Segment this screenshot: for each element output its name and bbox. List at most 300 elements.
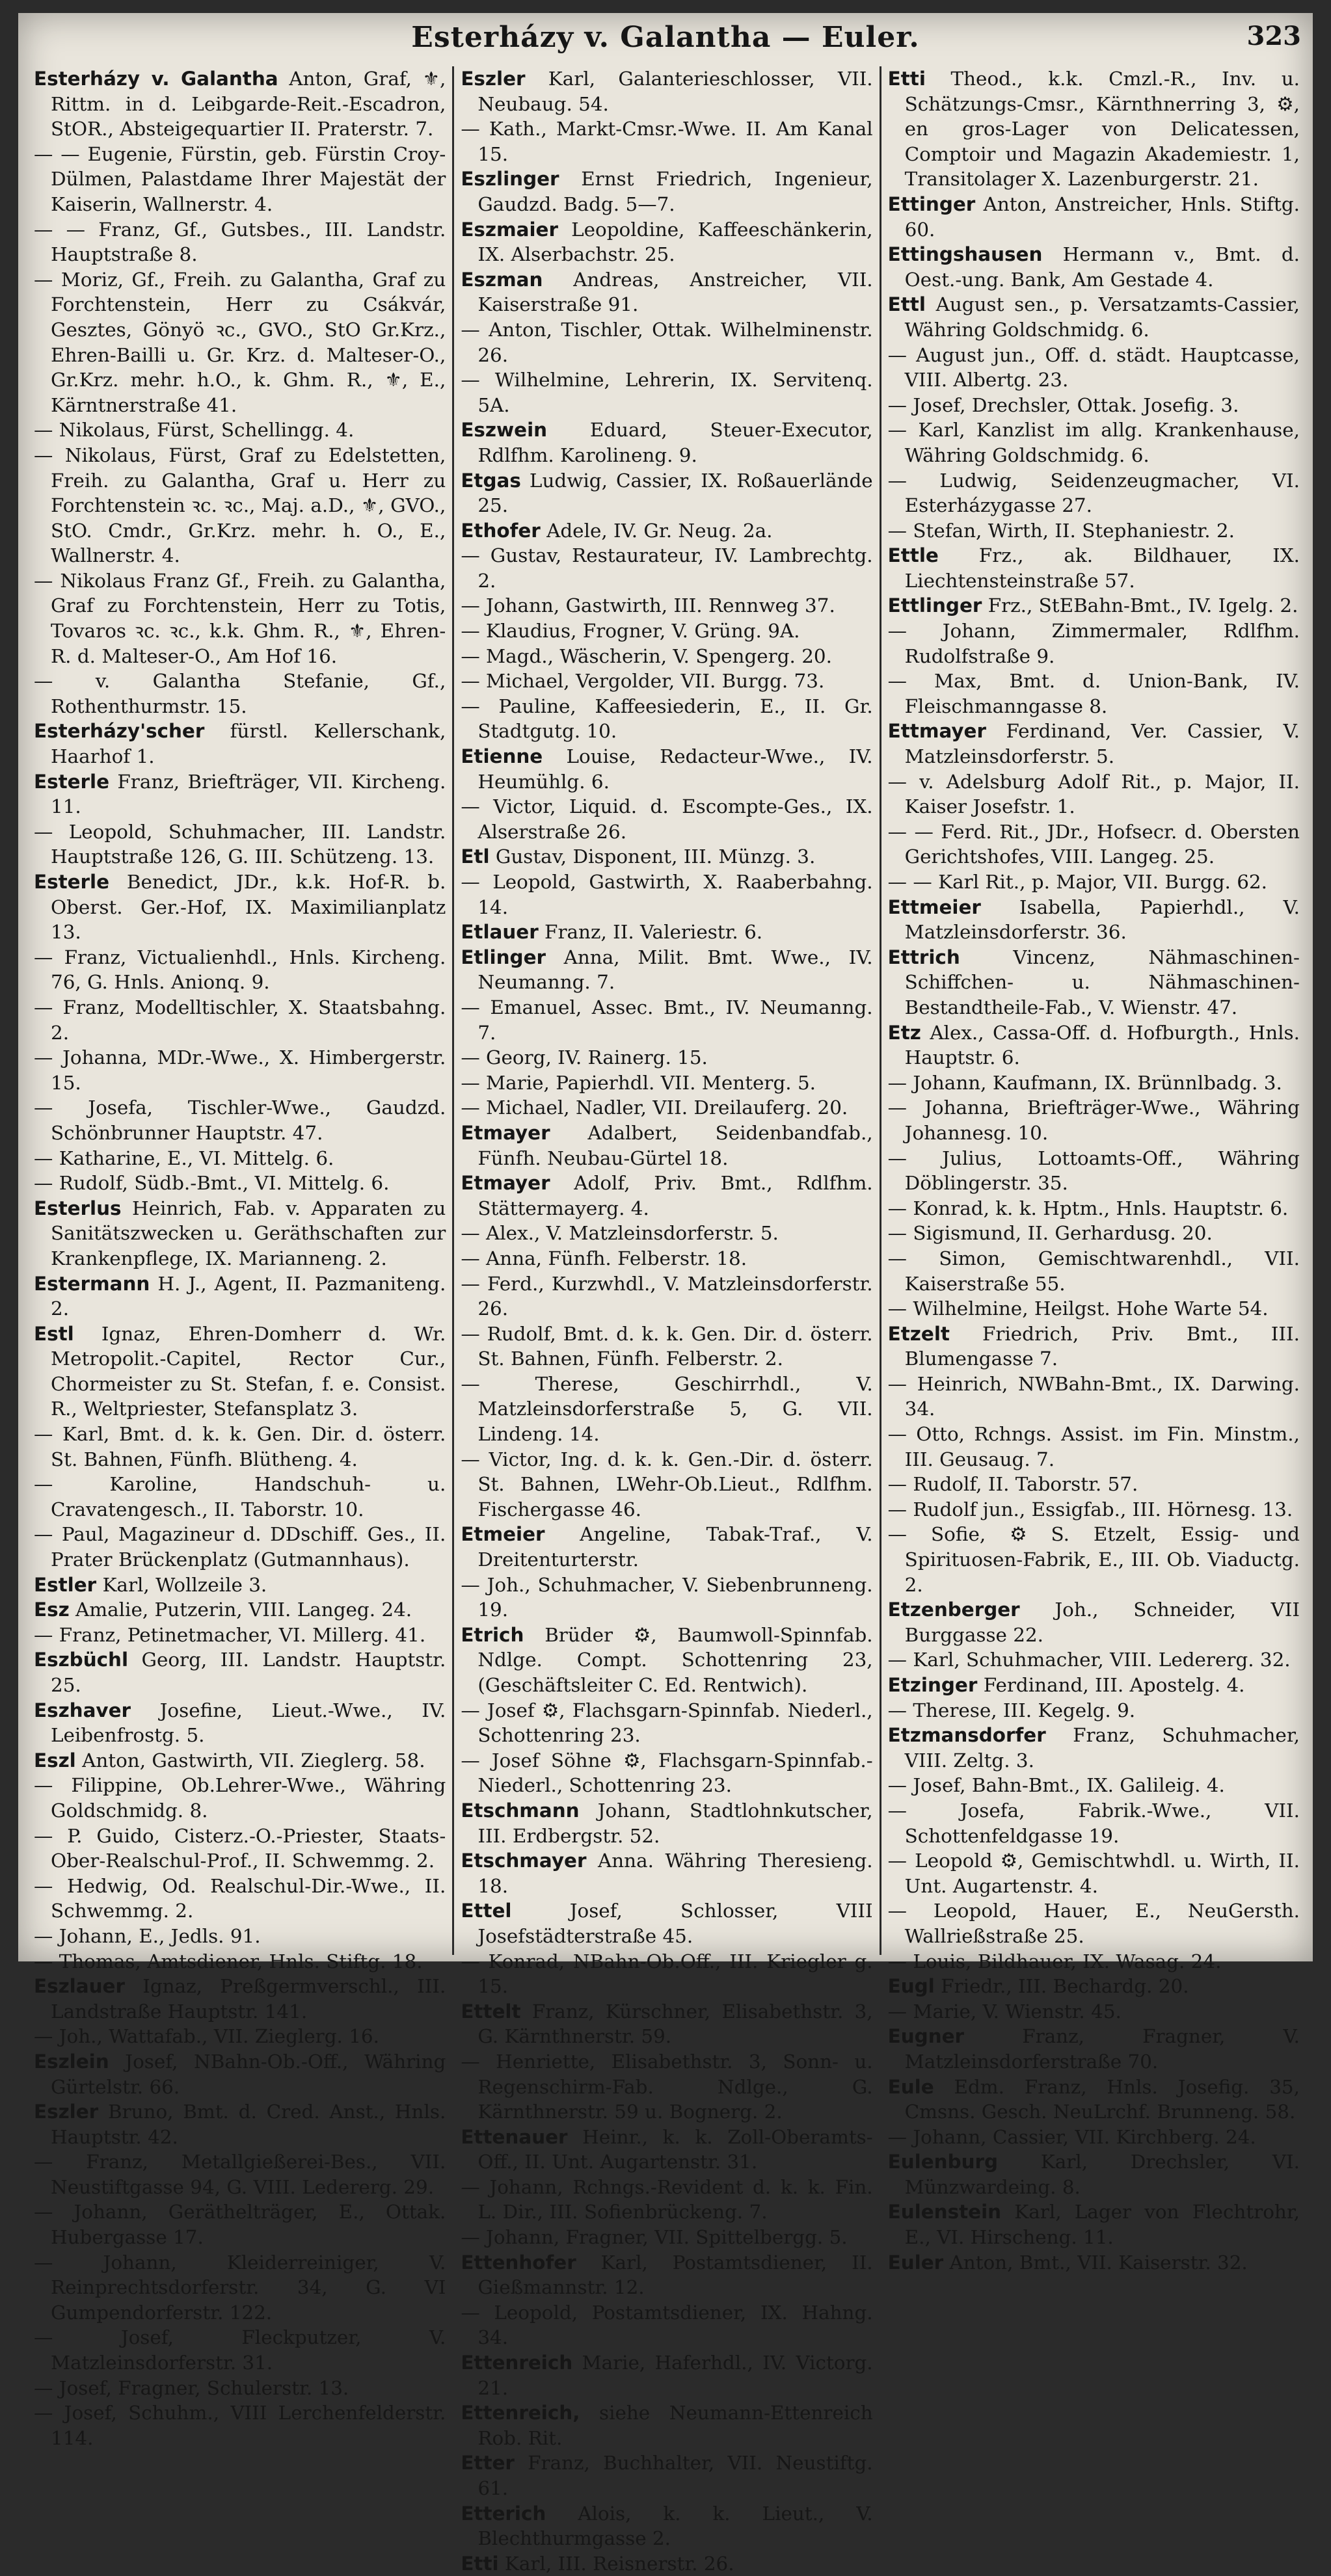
column-3: [880, 66, 1306, 2274]
entry-surname: Etienne: [461, 745, 543, 768]
directory-entry: [888, 2199, 1300, 2250]
entry-details: — Nikolaus, Fürst, Schellingg. 4.: [34, 419, 355, 442]
entry-details: — Sofie, ⚙ S. Etzelt, Essig- und Spirituosen-Fabrik, E., III. Ob. Viaductg. 2.: [887, 1523, 1300, 1596]
entry-surname: Etterich: [461, 2502, 546, 2525]
directory-entry: [461, 1623, 872, 1698]
entry-details: — Klaudius, Frogner, V. Grüng. 9A.: [461, 620, 800, 643]
entry-details: — Leopold, Hauer, E., NeuGersth. Wallrießstraße 25.: [887, 1900, 1300, 1947]
directory-entry: [461, 116, 872, 166]
entry-details: — Gustav, Restaurateur, IV. Lambrechtg. 2.: [461, 544, 873, 592]
entry-details: Leopoldine, Kaffeeschänkerin, IX. Alserbachstr. 25.: [477, 218, 873, 266]
directory-entry: [34, 1422, 446, 1472]
directory-entry: [34, 1146, 446, 1171]
directory-entry: [34, 1924, 446, 1949]
directory-entry: [461, 844, 872, 870]
directory-entry: [34, 1573, 446, 1598]
entry-surname: Ettrich: [887, 946, 960, 968]
entry-surname: Etschmayer: [461, 1850, 587, 1872]
directory-entry: [34, 568, 446, 669]
directory-entry: [888, 1095, 1300, 1145]
entry-surname: Etrich: [461, 1623, 524, 1646]
entry-details: — Magd., Wäscherin, V. Spengerg. 20.: [461, 644, 832, 667]
entry-details: Alois, k. k. Lieut., V. Blechthurmgasse 2.: [477, 2502, 873, 2550]
directory-entry: [461, 744, 872, 794]
entry-surname: Eszler: [34, 2101, 99, 2123]
directory-entry: [888, 1246, 1300, 1296]
entry-details: Franz, Buchhalter, VII. Neustiftg. 61.: [477, 2452, 873, 2499]
directory-entry: [34, 719, 446, 769]
directory-entry: [461, 1095, 872, 1121]
directory-entry: [34, 1773, 446, 1823]
directory-entry: [888, 1146, 1300, 1196]
entry-details: — Wilhelmine, Lehrerin, IX. Servitenq. 5A.: [461, 369, 873, 416]
entry-details: — Anna, Fünfh. Felberstr. 18.: [461, 1247, 747, 1269]
directory-entry: [888, 1472, 1300, 1497]
directory-entry: [888, 1898, 1300, 1948]
entry-surname: Estl: [34, 1322, 74, 1345]
directory-entry: [461, 2501, 872, 2551]
entry-surname: Etmayer: [461, 1172, 550, 1195]
directory-entry: [34, 769, 446, 819]
directory-entry: [888, 242, 1300, 292]
entry-details: Ludwig, Cassier, IX. Roßauerlände 25.: [477, 469, 873, 517]
entry-details: — Michael, Nadler, VII. Dreilauferg. 20.: [461, 1096, 848, 1119]
directory-entry: [461, 2551, 872, 2576]
entry-details: Marie, Haferhdl., IV. Victorg. 21.: [477, 2352, 873, 2399]
entry-details: Anton, Bmt., VII. Kaiserstr. 32.: [943, 2251, 1248, 2274]
entry-details: — Moriz, Gf., Freih. zu Galantha, Graf zu Forchtenstein, Herr zu Csákvár, Gesztes, Gönyö ꝛc., GVO., StO Gr.Krz., Ehren-Bailli u. Gr. Krz. d. Malteser-O., Gr.Krz. mehr. h.O., k. Ghm. R., ⚜, E., Kärntnerstraße 41.: [34, 268, 446, 416]
entry-details: — Rudolf jun., Essigfab., III. Hörnesg. 13.: [887, 1498, 1293, 1520]
entry-details: Anton, Anstreicher, Hnls. Stiftg. 60.: [904, 193, 1300, 241]
directory-entry: [461, 1221, 872, 1246]
entry-surname: Ettmeier: [887, 896, 981, 918]
directory-entry: [34, 1321, 446, 1422]
entry-details: H. J., Agent, II. Pazmaniteng. 2.: [51, 1272, 446, 1320]
directory-entry: [34, 1824, 446, 1874]
entry-details: Anton, Graf, ⚜, Rittm. in d. Leibgarde-Reit.-Escadron, StOR., Absteigequartier II. Praterstr. 7.: [51, 68, 446, 140]
entry-surname: Eszmaier: [461, 218, 558, 241]
directory-entry: [461, 1573, 872, 1623]
entry-details: Eduard, Steuer-Executor, Rdlfhm. Karolineng. 9.: [477, 419, 873, 466]
entry-details: Karl, Postamtsdiener, II. Gießmannstr. 12.: [477, 2251, 873, 2299]
entry-details: Friedr., III. Bechardg. 20.: [934, 1975, 1189, 1998]
directory-entry: [461, 418, 872, 468]
directory-entry: [34, 1472, 446, 1522]
directory-entry: [888, 66, 1300, 192]
directory-entry: [888, 1798, 1300, 1848]
entry-surname: Esterle: [34, 770, 110, 793]
directory-entry: [34, 443, 446, 568]
directory-entry: [34, 1597, 446, 1623]
directory-entry: [461, 1321, 872, 1372]
entry-details: — Nikolaus, Fürst, Graf zu Edelstetten, Freih. zu Galantha, Graf u. Herr zu Forchtenstein ꝛc. ꝛc., Maj. a.D., ⚜, GVO., StO. Cmdr., Gr.Krz. mehr. h. O., E., Wallnerstr. 4.: [34, 444, 446, 567]
entry-details: Josefine, Lieut.-Wwe., IV. Leibenfrostg. 5.: [51, 1699, 446, 1747]
directory-entry: [34, 2024, 446, 2049]
directory-entry: [34, 995, 446, 1045]
entry-details: Bruno, Bmt. d. Cred. Anst., Hnls. Hauptstr. 42.: [51, 2101, 446, 2148]
directory-entry: [34, 2400, 446, 2450]
entry-details: — Marie, V. Wienstr. 45.: [887, 2000, 1122, 2023]
entry-details: Isabella, Papierhdl., V. Matzleinsdorferstr. 36.: [904, 896, 1300, 944]
directory-entry: [888, 1698, 1300, 1723]
entry-details: — Otto, Rchngs. Assist. im Fin. Minstm., III. Geusaug. 7.: [887, 1423, 1300, 1470]
entry-details: Joh., Schneider, VII Burggasse 22.: [904, 1599, 1300, 1646]
directory-entry: [888, 1321, 1300, 1372]
directory-entry: [888, 1020, 1300, 1070]
directory-entry: [34, 1045, 446, 1095]
entry-details: Ignaz, Preßgermverschl., III. Landstraße Hauptstr. 141.: [51, 1975, 446, 2023]
entry-details: Heinr., k. k. Zoll-Oberamts-Off., II. Unt. Augartenstr. 31.: [477, 2125, 873, 2173]
directory-entry: [888, 769, 1300, 819]
entry-details: Karl, III. Reisnerstr. 26.: [498, 2552, 734, 2575]
entry-details: Edm. Franz, Hnls. Josefig. 35, Cmsns. Gesch. NeuLrchf. Brunneng. 58.: [904, 2075, 1300, 2123]
entry-details: Anna. Währing Theresieng. 18.: [477, 1850, 873, 1897]
directory-entry: [461, 1271, 872, 1321]
entry-details: — Johann, Zimmermaler, Rdlfhm. Rudolfstraße 9.: [887, 620, 1300, 667]
entry-details: — Michael, Vergolder, VII. Burgg. 73.: [461, 670, 825, 693]
entry-details: Franz, Briefträger, VII. Kircheng. 11.: [51, 770, 446, 818]
column-2: [452, 66, 879, 2575]
entry-details: — Johann, E., Jedls. 91.: [34, 1924, 261, 1947]
directory-entry: [461, 2175, 872, 2225]
directory-entry: [34, 1271, 446, 1321]
entry-surname: Eugl: [887, 1975, 935, 1998]
directory-entry: [461, 2300, 872, 2350]
directory-entry: [461, 1999, 872, 2049]
directory-entry: [461, 367, 872, 418]
directory-entry: [461, 543, 872, 593]
entry-details: — P. Guido, Cisterz.-O.-Priester, Staats-Ober-Realschul-Prof., II. Schwemmg. 2.: [34, 1824, 446, 1872]
entry-surname: Ettl: [887, 293, 926, 316]
directory-entry: [461, 669, 872, 694]
entry-details: Karl, Lager von Flechtrohr, E., VI. Hirscheng. 11.: [904, 2201, 1300, 2249]
entry-surname: Ettlinger: [887, 594, 982, 617]
directory-entry: [461, 2125, 872, 2175]
directory-entry: [888, 1497, 1300, 1522]
entry-surname: Esterle: [34, 871, 110, 893]
entry-details: — Johanna, MDr.-Wwe., X. Himbergerstr. 15.: [34, 1046, 446, 1094]
entry-details: — Thomas, Amtsdiener, Hnls. Stiftg. 18.: [34, 1950, 423, 1972]
directory-entry: [34, 1874, 446, 1924]
entry-details: — Leopold, Gastwirth, X. Raaberbahng. 14.: [461, 871, 873, 918]
directory-entry: [34, 1095, 446, 1145]
entry-surname: Eszhaver: [34, 1699, 131, 1721]
directory-entry: [888, 1070, 1300, 1096]
entry-surname: Etmeier: [461, 1523, 545, 1546]
entry-surname: Etter: [461, 2452, 515, 2475]
entry-details: — Josefa, Tischler-Wwe., Gaudzd. Schönbrunner Hauptstr. 47.: [34, 1096, 446, 1144]
entry-details: Karl, Galanterieschlosser, VII. Neubaug. 54.: [477, 68, 873, 115]
entry-surname: Etlauer: [461, 921, 539, 944]
directory-entry: [461, 1748, 872, 1798]
directory-entry: [461, 518, 872, 544]
directory-entry: [888, 1647, 1300, 1673]
directory-entry: [888, 895, 1300, 945]
directory-entry: [34, 870, 446, 945]
directory-entry: [461, 2350, 872, 2400]
entry-details: — Karl, Bmt. d. k. k. Gen. Dir. d. österr. St. Bahnen, Fünfh. Blütheng. 4.: [34, 1423, 446, 1470]
entry-surname: Ettelt: [461, 2000, 521, 2023]
entry-surname: Ettingshausen: [887, 243, 1043, 266]
entry-details: Karl, Drechsler, VI. Münzwardeing. 8.: [904, 2151, 1300, 2198]
entry-details: — Josef, Fleckputzer, V. Matzleinsdorferstr. 31.: [34, 2326, 446, 2374]
entry-details: Hermann v., Bmt. d. Oest.-ung. Bank, Am Gestade 4.: [904, 243, 1300, 291]
directory-entry: [34, 1623, 446, 1648]
directory-entry: [888, 2125, 1300, 2150]
entry-details: Georg, III. Landstr. Hauptstr. 25.: [51, 1649, 446, 1696]
directory-entry: [888, 1597, 1300, 1647]
entry-details: — Josef, Schuhm., VIII Lerchenfelderstr. 114.: [34, 2402, 446, 2449]
directory-entry: [888, 2250, 1300, 2276]
directory-entry: [34, 142, 446, 217]
entry-details: — Nikolaus Franz Gf., Freih. zu Galantha, Graf zu Forchtenstein, Herr zu Totis, Tovaros ꝛc. ꝛc., k.k. Ghm. R., ⚜, Ehren-R. d. Malteser-O., Am Hof 16.: [34, 569, 446, 667]
entry-details: August sen., p. Versatzamts-Cassier, Währing Goldschmidg. 6.: [904, 293, 1300, 341]
entry-details: — Georg, IV. Rainerg. 15.: [461, 1046, 708, 1069]
entry-details: — — Ferd. Rit., JDr., Hofsecr. d. Obersten Gerichtshofes, VIII. Langeg. 25.: [887, 820, 1300, 868]
entry-details: — Filippine, Ob.Lehrer-Wwe., Währing Goldschmidg. 8.: [34, 1774, 446, 1822]
entry-details: — Therese, Geschirrhdl., V. Matzleinsdorferstraße 5, G. VII. Lindeng. 14.: [461, 1372, 873, 1446]
entry-details: Ernst Friedrich, Ingenieur, Gaudzd. Badg. 5—7.: [477, 168, 873, 215]
directory-entry: [461, 870, 872, 920]
entry-surname: Esterházy'scher: [34, 720, 205, 743]
entry-details: Louise, Redacteur-Wwe., IV. Heumühlg. 6.: [477, 745, 873, 793]
directory-entry: [888, 618, 1300, 669]
entry-details: Franz, Kürschner, Elisabethstr. 3, G. Kärnthnerstr. 59.: [477, 2000, 873, 2048]
entry-details: — Josef Söhne ⚙, Flachsgarn-Spinnfab.-Niederl., Schottenring 23.: [461, 1749, 873, 1797]
directory-entry: [888, 2075, 1300, 2125]
entry-details: — Leopold, Schuhmacher, III. Landstr. Hauptstraße 126, G. III. Schützeng. 13.: [34, 820, 446, 868]
entry-details: — Kath., Markt-Cmsr.-Wwe. II. Am Kanal 15.: [461, 118, 873, 165]
directory-entry: [888, 418, 1300, 468]
entry-surname: Estermann: [34, 1272, 150, 1295]
entry-details: — Johann, Fragner, VII. Spittelbergg. 5.: [461, 2226, 848, 2249]
entry-surname: Ettenauer: [461, 2125, 568, 2148]
entry-details: — Rudolf, Südb.-Bmt., VI. Mittelg. 6.: [34, 1172, 390, 1195]
directory-entry: [888, 1848, 1300, 1898]
entry-details: Josef, Schlosser, VIII Josefstädterstraße 45.: [477, 1900, 873, 1947]
entry-details: Amalie, Putzerin, VIII. Langeg. 24.: [69, 1599, 412, 1621]
directory-entry: [461, 920, 872, 945]
entry-details: — Rudolf, II. Taborstr. 57.: [887, 1473, 1138, 1496]
entry-details: Brüder ⚙, Baumwoll-Spinnfab. Ndlge. Compt. Schottenring 23, (Geschäftsleiter C. Ed. Rentwich).: [477, 1623, 873, 1696]
directory-entry: [461, 66, 872, 116]
entry-surname: Etti: [461, 2552, 499, 2575]
entry-details: fürstl. Kellerschank, Haarhof 1.: [51, 720, 446, 768]
directory-entry: [888, 468, 1300, 518]
directory-entry: [461, 1798, 872, 1848]
entry-surname: Esterlus: [34, 1197, 122, 1219]
directory-entry: [461, 694, 872, 744]
directory-entry: [461, 1121, 872, 1171]
directory-entry: [461, 1070, 872, 1096]
directory-entry: [888, 1974, 1300, 1999]
directory-entry: [888, 1296, 1300, 1321]
entry-details: — Franz, Modelltischler, X. Staatsbahng. 2.: [34, 996, 446, 1044]
directory-entry: [34, 418, 446, 443]
entry-surname: Eszwein: [461, 419, 548, 442]
entry-details: — Victor, Liquid. d. Escompte-Ges., IX. Alserstraße 26.: [461, 795, 873, 843]
entry-details: Ferdinand, Ver. Cassier, V. Matzleinsdorferstr. 5.: [904, 720, 1300, 768]
directory-entry: [888, 1949, 1300, 1974]
directory-entry: [34, 66, 446, 142]
directory-entry: [34, 1698, 446, 1748]
entry-details: — Paul, Magazineur d. DDschiff. Ges., II. Prater Brückenplatz (Gutmannhaus).: [34, 1523, 446, 1571]
entry-details: — August jun., Off. d. städt. Hauptcasse, VIII. Albertg. 23.: [887, 343, 1300, 392]
entry-details: — Louis, Bildhauer, IX. Wasag. 24.: [887, 1950, 1222, 1972]
entry-details: — Ludwig, Seidenzeugmacher, VI. Esterházygasse 27.: [887, 469, 1300, 517]
running-title: Esterházy v. Galantha — Euler.: [411, 21, 920, 54]
directory-entry: [34, 669, 446, 719]
entry-surname: Etz: [887, 1021, 921, 1044]
directory-entry: [461, 1848, 872, 1898]
directory-entry: [34, 2149, 446, 2199]
entry-surname: Ettinger: [887, 193, 976, 215]
entry-details: — Heinrich, NWBahn-Bmt., IX. Darwing. 34.: [887, 1372, 1300, 1420]
entry-details: Andreas, Anstreicher, VII. Kaiserstraße 91.: [477, 268, 873, 316]
entry-details: — — Eugenie, Fürstin, geb. Fürstin Croy-Dülmen, Palastdame Ihrer Majestät der Kaiserin, Wallnerstr. 4.: [34, 142, 446, 215]
entry-details: — Alex., V. Matzleinsdorferstr. 5.: [461, 1222, 779, 1245]
directory-entry: [888, 819, 1300, 870]
entry-details: — Ferd., Kurzwhdl., V. Matzleinsdorferstr. 26.: [461, 1272, 873, 1320]
directory-entry: [888, 945, 1300, 1020]
entry-surname: Etmayer: [461, 1121, 550, 1144]
page-header: [18, 16, 1313, 61]
entry-surname: Eszler: [461, 68, 526, 90]
entry-details: — Johann, Kleiderreiniger, V. Reinprechtsdorferstr. 34, G. VI Gumpendorferstr. 122.: [34, 2251, 446, 2324]
entry-details: — Johann, Rchngs.-Revident d. k. k. Fin. L. Dir., III. Sofienbrückeng. 7.: [461, 2175, 873, 2224]
directory-entry: [461, 2049, 872, 2125]
directory-entry: [34, 1522, 446, 1572]
entry-details: — Karl, Schuhmacher, VIII. Ledererg. 32.: [887, 1649, 1291, 1671]
entry-details: — Johann, Geräthelträger, E., Ottak. Hubergasse 17.: [34, 2201, 446, 2249]
entry-surname: Ethofer: [461, 519, 541, 542]
directory-entry: [34, 1974, 446, 2024]
directory-page: [18, 13, 1313, 2575]
entry-details: — v. Adelsburg Adolf Rit., p. Major, II. Kaiser Josefstr. 1.: [887, 770, 1300, 818]
entry-details: — Josef ⚙, Flachsgarn-Spinnfab. Niederl., Schottenring 23.: [461, 1699, 873, 1747]
entry-details: — Wilhelmine, Heilgst. Hohe Warte 54.: [887, 1297, 1269, 1320]
entry-details: — Anton, Tischler, Ottak. Wilhelminenstr. 26.: [461, 318, 873, 366]
entry-surname: Etlinger: [461, 946, 546, 968]
entry-details: Anton, Gastwirth, VII. Zieglerg. 58.: [75, 1749, 425, 1772]
entry-surname: Etzmansdorfer: [887, 1724, 1046, 1747]
entry-details: Benedict, JDr., k.k. Hof-R. b. Oberst. Ger.-Hof, IX. Maximilianplatz 13.: [51, 871, 446, 944]
directory-entry: [461, 1522, 872, 1572]
directory-entry: [34, 1949, 446, 1974]
directory-entry: [461, 267, 872, 317]
entry-details: — Karl, Kanzlist im allg. Krankenhause, Währing Goldschmidg. 6.: [887, 419, 1300, 466]
directory-entry: [34, 2099, 446, 2149]
directory-entry: [461, 217, 872, 267]
directory-entry: [34, 2376, 446, 2401]
entry-details: — Simon, Gemischtwarenhdl., VII. Kaiserstraße 55.: [887, 1247, 1300, 1295]
directory-entry: [461, 593, 872, 618]
entry-surname: Eugner: [887, 2025, 965, 2048]
entry-surname: Etzelt: [887, 1322, 950, 1345]
entry-details: — Josef, Drechsler, Ottak. Josefig. 3.: [887, 393, 1239, 416]
entry-surname: Ettenreich: [461, 2352, 573, 2374]
directory-entry: [888, 343, 1300, 393]
entry-details: — Rudolf, Bmt. d. k. k. Gen. Dir. d. österr. St. Bahnen, Fünfh. Felberstr. 2.: [461, 1322, 873, 1370]
entry-details: — Stefan, Wirth, II. Stephaniestr. 2.: [887, 519, 1235, 542]
directory-entry: [461, 2450, 872, 2501]
directory-entry: [461, 1372, 872, 1447]
entry-details: — Joh., Schuhmacher, V. Siebenbrunneng. 19.: [461, 1573, 873, 1621]
directory-entry: [461, 2250, 872, 2300]
directory-entry: [888, 393, 1300, 418]
directory-entry: [461, 1447, 872, 1522]
entry-surname: Ettenreich,: [461, 2402, 580, 2424]
entry-details: — Julius, Lottoamts-Off., Währing Döblingerstr. 35.: [887, 1147, 1300, 1195]
page-number: 323: [1246, 21, 1301, 51]
entry-details: Frz., StEBahn-Bmt., IV. Igelg. 2.: [982, 594, 1298, 617]
directory-entry: [461, 317, 872, 367]
entry-surname: Etschmann: [461, 1799, 580, 1822]
entry-surname: Etzenberger: [887, 1599, 1020, 1621]
entry-details: — Joh., Wattafab., VII. Zieglerg. 16.: [34, 2025, 379, 2048]
entry-surname: Ettenhofer: [461, 2251, 576, 2274]
directory-entry: [888, 1522, 1300, 1597]
entry-details: — Katharine, E., VI. Mittelg. 6.: [34, 1147, 334, 1169]
entry-details: Angeline, Tabak-Traf., V. Dreitenturterstr.: [477, 1523, 873, 1571]
entry-details: — Henriette, Elisabethstr. 3, Sonn- u. Regenschirm-Fab. Ndlge., G. Kärnthnerstr. 59 u. Bognerg. 2.: [461, 2050, 873, 2123]
entry-details: — Leopold, Postamtsdiener, IX. Hahng. 34.: [461, 2301, 873, 2349]
directory-entry: [888, 1372, 1300, 1422]
entry-surname: Etti: [887, 68, 926, 90]
entry-details: Gustav, Disponent, III. Münzg. 3.: [489, 845, 816, 868]
entry-details: — Josefa, Fabrik.-Wwe., VII. Schottenfeldgasse 19.: [887, 1799, 1300, 1847]
directory-entry: [461, 945, 872, 995]
entry-surname: Ettel: [461, 1900, 512, 1922]
directory-entry: [461, 1171, 872, 1221]
directory-entry: [888, 2149, 1300, 2199]
directory-entry: [888, 669, 1300, 719]
entry-surname: Eszl: [34, 1749, 76, 1772]
directory-entry: [888, 292, 1300, 342]
directory-entry: [888, 870, 1300, 895]
directory-entry: [34, 217, 446, 267]
directory-entry: [888, 192, 1300, 242]
directory-entry: [461, 1246, 872, 1271]
entry-details: Franz, II. Valeriestr. 6.: [538, 921, 763, 944]
entry-details: — Franz, Metallgießerei-Bes., VII. Neustiftgasse 94, G. VIII. Ledererg. 29.: [34, 2151, 446, 2198]
entry-surname: Ettmayer: [887, 720, 986, 743]
entry-details: — Josef, Fragner, Schulerstr. 13.: [34, 2376, 349, 2399]
entry-details: — — Franz, Gf., Gutsbes., III. Landstr. Hauptstraße 8.: [34, 218, 446, 266]
directory-entry: [888, 1773, 1300, 1798]
entry-details: — Johann, Cassier, VII. Kirchberg. 24.: [887, 2125, 1256, 2148]
entry-details: — Franz, Petinetmacher, VI. Millerg. 41.: [34, 1623, 426, 1646]
directory-entry: [461, 2400, 872, 2450]
directory-entry: [888, 2024, 1300, 2074]
directory-entry: [34, 1171, 446, 1196]
directory-entry: [34, 1748, 446, 1773]
entry-details: Adolf, Priv. Bmt., Rdlfhm. Stättermayerg. 4.: [477, 1172, 873, 1219]
entry-surname: Ettle: [887, 544, 939, 567]
directory-entry: [888, 719, 1300, 769]
entry-details: — Hedwig, Od. Realschul-Dir.-Wwe., II. Schwemmg. 2.: [34, 1874, 446, 1922]
entry-details: — Emanuel, Assec. Bmt., IV. Neumanng. 7.: [461, 996, 873, 1044]
directory-entry: [461, 1949, 872, 1999]
directory-entry: [888, 1221, 1300, 1246]
directory-entry: [34, 1196, 446, 1271]
directory-entry: [888, 1422, 1300, 1472]
directory-entry: [888, 518, 1300, 544]
directory-entry: [34, 2250, 446, 2326]
entry-details: — v. Galantha Stefanie, Gf., Rothenthurmstr. 15.: [34, 670, 446, 717]
directory-entry: [461, 794, 872, 844]
directory-entry: [888, 1999, 1300, 2025]
